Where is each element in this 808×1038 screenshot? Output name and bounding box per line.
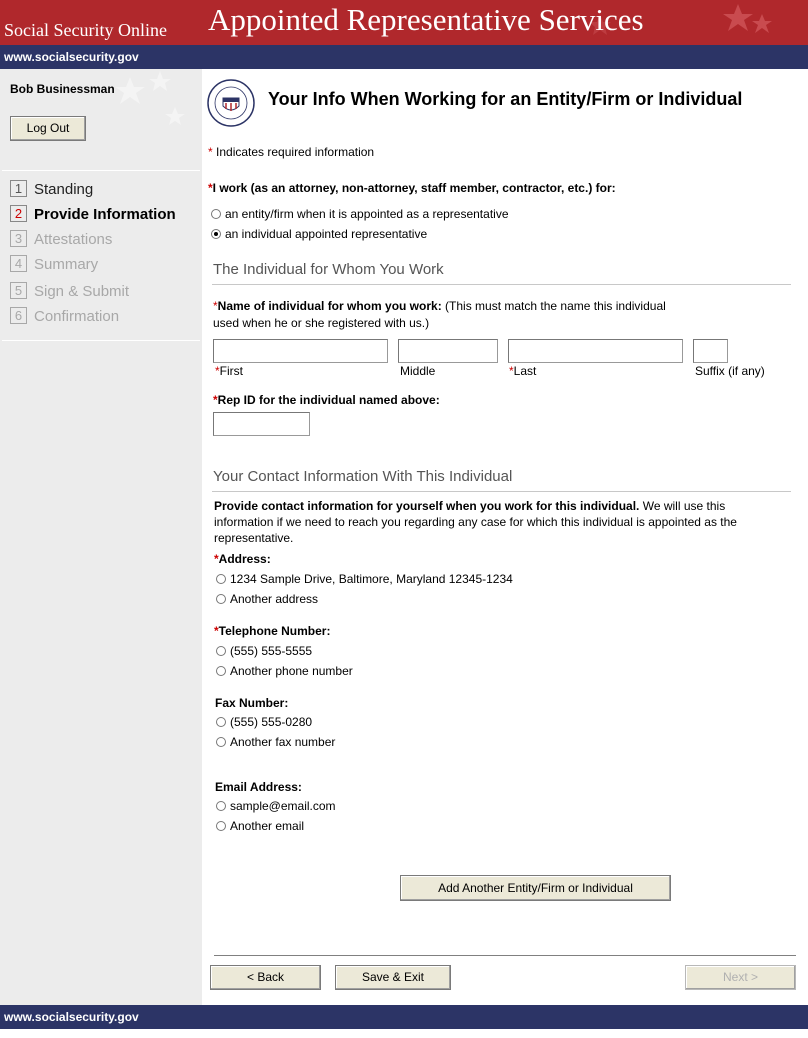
step-number: 5 <box>10 282 27 299</box>
step-label: Sign & Submit <box>34 283 130 300</box>
option-label: Another email <box>230 819 305 833</box>
domain-bar-top <box>0 45 808 69</box>
radio-button[interactable] <box>216 737 226 747</box>
sidebar-stars-decoration <box>90 69 200 139</box>
required-asterisk: * <box>213 393 218 407</box>
footer-divider <box>214 955 796 956</box>
page-title: Your Info When Working for an Entity/Firm or Individual <box>268 89 743 109</box>
ssa-seal-logo <box>206 78 256 128</box>
user-name: Bob Businessman <box>10 82 115 96</box>
required-asterisk: * <box>208 145 213 159</box>
step-label: Attestations <box>34 231 113 248</box>
radio-button[interactable] <box>216 594 226 604</box>
label-text: Rep ID for the individual named above: <box>217 393 440 407</box>
suffix-label: Suffix (if any) <box>695 364 765 378</box>
individual-name-note-line2: used when he or she registered with us.) <box>213 316 430 330</box>
option-label: (555) 555-5555 <box>230 644 313 658</box>
label-text: Last <box>513 364 537 378</box>
domain-link[interactable]: www.socialsecurity.gov <box>4 1010 139 1024</box>
first-name-input[interactable] <box>213 339 388 363</box>
option-label: sample@email.com <box>230 799 336 813</box>
logout-button[interactable]: Log Out <box>10 116 86 141</box>
step-number: 2 <box>10 205 27 222</box>
option-label: (555) 555-0280 <box>230 715 313 729</box>
option-label: Another address <box>230 592 319 606</box>
radio-button[interactable] <box>216 574 226 584</box>
phone-option-another[interactable] <box>216 664 353 678</box>
email-option-another[interactable] <box>216 819 304 833</box>
address-label <box>214 552 271 566</box>
required-asterisk: * <box>509 364 514 378</box>
last-name-input[interactable] <box>508 339 683 363</box>
next-button[interactable]: Next > <box>685 965 796 990</box>
site-title: Social Security Online <box>4 20 167 40</box>
step-confirmation <box>10 307 119 327</box>
domain-bar-bottom <box>0 1005 808 1029</box>
step-label: Standing <box>34 181 94 198</box>
fax-option-another[interactable] <box>216 735 335 749</box>
back-button[interactable]: < Back <box>210 965 321 990</box>
work-for-option-individual[interactable] <box>211 227 427 241</box>
step-summary <box>10 255 98 275</box>
step-number: 4 <box>10 255 27 272</box>
middle-name-label: Middle <box>400 364 436 378</box>
email-option-current[interactable] <box>216 799 336 813</box>
step-attestations <box>10 230 112 250</box>
radio-button[interactable] <box>216 666 226 676</box>
radio-button[interactable] <box>216 821 226 831</box>
label-text: First <box>219 364 243 378</box>
phone-option-current[interactable] <box>216 644 312 658</box>
required-note-text: Indicates required information <box>216 145 375 159</box>
option-label: Another phone number <box>230 664 353 678</box>
individual-name-label <box>213 299 666 313</box>
option-label: 1234 Sample Drive, Baltimore, Maryland 12345-1234 <box>230 572 513 586</box>
required-asterisk: * <box>214 552 219 566</box>
required-note <box>208 145 374 159</box>
contact-intro-line3: representative. <box>214 531 294 545</box>
address-option-another[interactable] <box>216 592 318 606</box>
step-label: Provide Information <box>34 206 176 223</box>
name-label-bold: Name of individual for whom you work: <box>217 299 442 313</box>
contact-intro-line2: information if we need to reach you regarding any case for which this individual is appointed as the <box>214 515 737 529</box>
work-for-question-text: I work (as an attorney, non-attorney, staff member, contractor, etc.) for: <box>212 181 616 195</box>
option-label: Another fax number <box>230 735 336 749</box>
site-header <box>0 0 808 45</box>
contact-intro-line1 <box>214 499 725 513</box>
suffix-input[interactable] <box>693 339 728 363</box>
rep-id-input[interactable] <box>213 412 310 436</box>
fax-label: Fax Number: <box>215 696 289 710</box>
fax-option-current[interactable] <box>216 715 312 729</box>
radio-button[interactable] <box>211 209 221 219</box>
domain-link[interactable]: www.socialsecurity.gov <box>4 50 139 64</box>
radio-button[interactable] <box>216 717 226 727</box>
first-name-label <box>215 364 243 378</box>
sidebar-divider <box>2 170 200 171</box>
intro-bold: Provide contact information for yourself when you work for this individual. <box>214 499 640 513</box>
step-provide-information <box>10 205 176 225</box>
radio-button[interactable] <box>216 801 226 811</box>
step-label: Confirmation <box>34 308 120 325</box>
label-text: Telephone Number: <box>218 624 331 638</box>
name-label-note: (This must match the name this individual <box>445 299 666 313</box>
contact-section-heading: Your Contact Information With This Individual <box>213 468 513 485</box>
intro-rest: We will use this <box>639 499 726 513</box>
label-text: Address: <box>218 552 271 566</box>
section-divider <box>212 284 791 285</box>
add-another-button[interactable]: Add Another Entity/Firm or Individual <box>400 875 671 901</box>
step-standing <box>10 180 93 200</box>
required-asterisk: * <box>214 624 219 638</box>
address-option-current[interactable] <box>216 572 513 586</box>
step-number: 1 <box>10 180 27 197</box>
work-for-question <box>208 181 616 195</box>
individual-section-heading: The Individual for Whom You Work <box>213 261 444 278</box>
work-for-option-entity[interactable] <box>211 207 509 221</box>
step-sign-submit <box>10 282 129 302</box>
main-content <box>202 69 808 1005</box>
last-name-label <box>509 364 536 378</box>
sidebar <box>0 69 202 1005</box>
save-exit-button[interactable]: Save & Exit <box>335 965 451 990</box>
step-label: Summary <box>34 256 99 273</box>
section-divider <box>212 491 791 492</box>
required-asterisk: * <box>208 181 213 195</box>
email-label: Email Address: <box>215 780 302 794</box>
middle-name-input[interactable] <box>398 339 498 363</box>
option-label: an entity/firm when it is appointed as a representative <box>225 207 509 221</box>
rep-id-label <box>213 393 440 407</box>
radio-button[interactable] <box>216 646 226 656</box>
option-label: an individual appointed representative <box>225 227 428 241</box>
required-asterisk: * <box>213 299 218 313</box>
telephone-label <box>214 624 330 638</box>
app-title: Appointed Representative Services <box>208 2 644 37</box>
required-asterisk: * <box>215 364 220 378</box>
step-number: 6 <box>10 307 27 324</box>
step-number: 3 <box>10 230 27 247</box>
radio-button-selected[interactable] <box>211 229 221 239</box>
sidebar-divider <box>2 340 200 341</box>
